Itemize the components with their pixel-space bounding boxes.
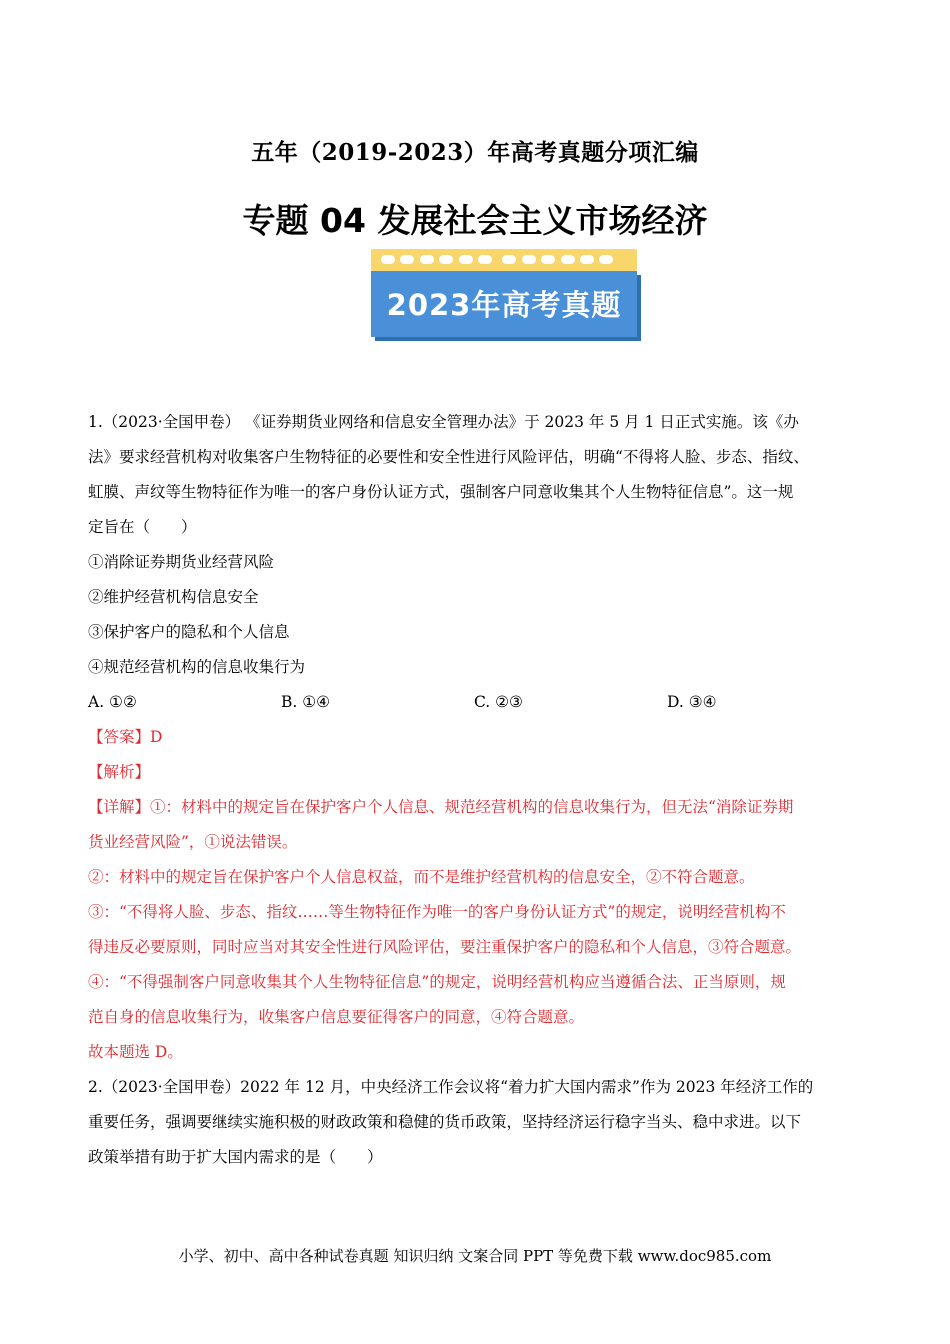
year-banner bbox=[371, 249, 637, 337]
q1-item: ④规范经营机构的信息收集行为 bbox=[88, 658, 306, 676]
q1-item: ③保护客户的隐私和个人信息 bbox=[88, 623, 290, 641]
q1-detail-line: ④：“不得强制客户同意收集其个人生物特征信息”的规定，说明经营机构应当遵循合法、正当原则，规 bbox=[88, 973, 786, 991]
option-a: A. ①② bbox=[88, 693, 137, 711]
q1-detail-line: ②：材料中的规定旨在保护客户个人信息权益，而不是维护经营机构的信息安全，②不符合题意。 bbox=[88, 868, 755, 886]
q1-item: ②维护经营机构信息安全 bbox=[88, 588, 259, 606]
topic-title: 专题 04 发展社会主义市场经济 bbox=[242, 201, 708, 240]
option-b: B. ①④ bbox=[281, 693, 331, 711]
q1-detail-line: ③：“不得将人脸、步态、指纹……等生物特征作为唯一的客户身份认证方式”的规定，说明经营机构不 bbox=[88, 903, 786, 921]
banner-binding-holes bbox=[381, 255, 631, 265]
q1-stem-line: 虹膜、声纹等生物特征作为唯一的客户身份认证方式，强制客户同意收集其个人生物特征信息”。这一规 bbox=[88, 483, 794, 501]
q1-analysis-label: 【解析】 bbox=[88, 763, 151, 781]
q1-detail-line: 【详解】①：材料中的规定旨在保护客户个人信息、规范经营机构的信息收集行为，但无法“消除证券期 bbox=[88, 798, 794, 816]
banner-ring-strip bbox=[371, 249, 637, 271]
page-footer: 小学、初中、高中各种试卷真题 知识归纳 文案合同 PPT 等免费下载 www.doc985.com bbox=[178, 1247, 772, 1265]
q2-stem-line: 政策举措有助于扩大国内需求的是（ ） bbox=[88, 1148, 383, 1166]
banner-label: 2023年高考真题 bbox=[386, 288, 622, 322]
q1-stem-line: 法》要求经营机构对收集客户生物特征的必要性和安全性进行风险评估，明确“不得将人脸、步态、指纹、 bbox=[88, 448, 809, 466]
q1-stem-line: 定旨在（ ） bbox=[88, 518, 197, 536]
q1-detail-line: 货业经营风险”，①说法错误。 bbox=[88, 833, 298, 851]
q1-conclusion: 故本题选 D。 bbox=[88, 1043, 183, 1061]
q1-detail-line: 得违反必要原则，同时应当对其安全性进行风险评估，要注重保护客户的隐私和个人信息，③符合题意。 bbox=[88, 938, 802, 956]
q1-item: ①消除证券期货业经营风险 bbox=[88, 553, 275, 571]
q2-stem-line: 2.（2023·全国甲卷）2022 年 12 月，中央经济工作会议将“着力扩大国内需求”作为 2023 年经济工作的 bbox=[88, 1078, 814, 1096]
collection-title: 五年（2019-2023）年高考真题分项汇编 bbox=[251, 139, 699, 166]
q1-detail-line: 范自身的信息收集行为，收集客户信息要征得客户的同意，④符合题意。 bbox=[88, 1008, 585, 1026]
q1-stem-line: 1.（2023·全国甲卷） 《证券期货业网络和信息安全管理办法》于 2023 年 5 月 1 日正式实施。该《办 bbox=[88, 413, 799, 431]
banner-body bbox=[371, 271, 637, 337]
option-c: C. ②③ bbox=[474, 693, 523, 711]
q2-stem-line: 重要任务，强调要继续实施积极的财政政策和稳健的货币政策，坚持经济运行稳字当头、稳中求进。以下 bbox=[88, 1113, 802, 1131]
q1-options bbox=[88, 685, 863, 720]
question-content bbox=[88, 405, 863, 1175]
q1-answer: 【答案】D bbox=[88, 728, 163, 746]
option-d: D. ③④ bbox=[667, 693, 717, 711]
